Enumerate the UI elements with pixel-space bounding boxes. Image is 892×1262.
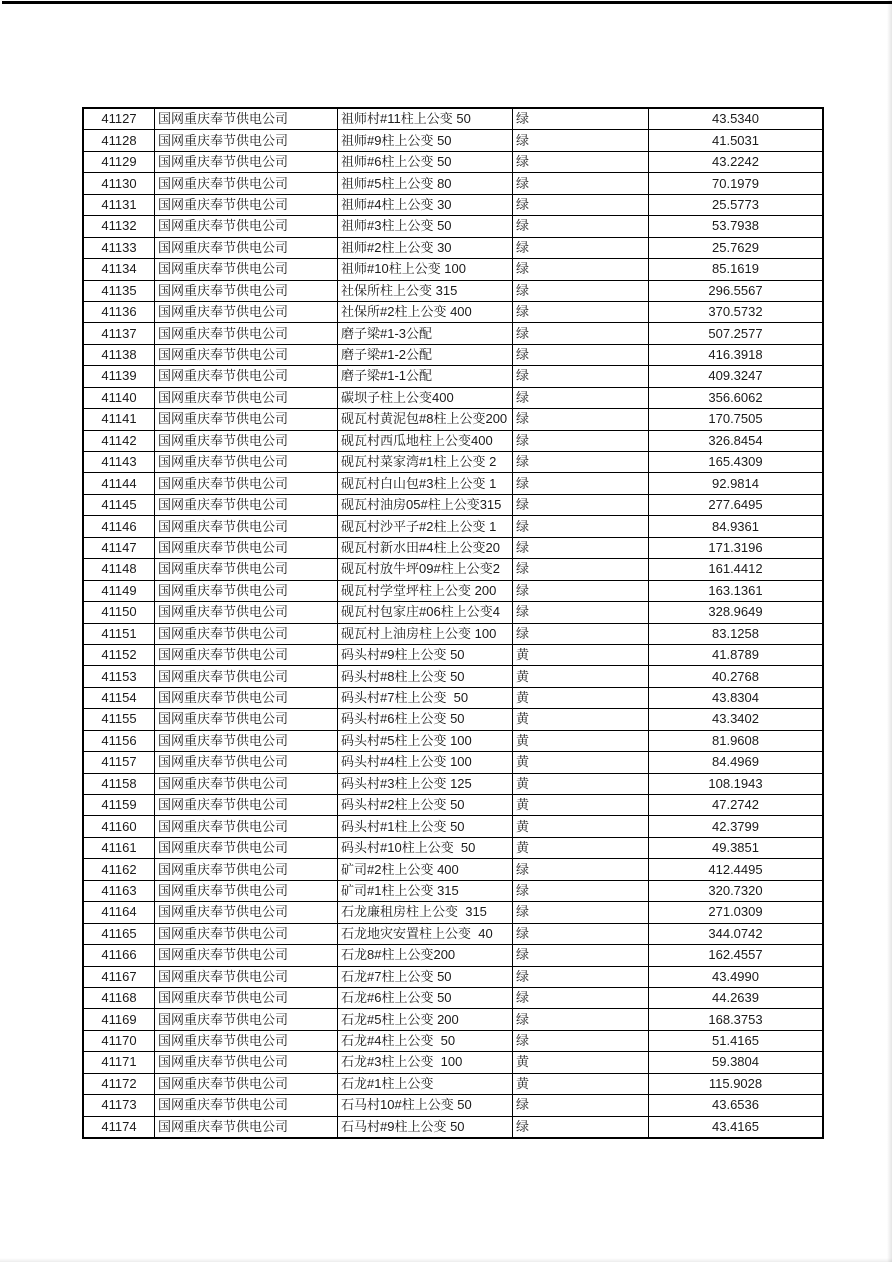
- row-id-cell: 41159: [83, 795, 155, 816]
- company-cell: 国网重庆奉节供电公司: [155, 173, 338, 194]
- value-cell: 356.6062: [649, 387, 824, 408]
- device-name-cell: 祖师#4柱上公变 30: [338, 194, 513, 215]
- device-name-cell: 砚瓦村西瓜地柱上公变400: [338, 430, 513, 451]
- row-id-cell: 41146: [83, 516, 155, 537]
- value-cell: 43.6536: [649, 1095, 824, 1116]
- row-id-cell: 41174: [83, 1116, 155, 1138]
- row-id-cell: 41172: [83, 1073, 155, 1094]
- value-cell: 296.5567: [649, 280, 824, 301]
- status-cell: 绿: [513, 623, 649, 644]
- value-cell: 271.0309: [649, 902, 824, 923]
- table-row: [83, 709, 823, 730]
- table-row: [83, 666, 823, 687]
- row-id-cell: 41128: [83, 130, 155, 151]
- table-row: [83, 494, 823, 515]
- table-row: [83, 859, 823, 880]
- table-row: [83, 773, 823, 794]
- device-name-cell: 码头村#4柱上公变 100: [338, 752, 513, 773]
- page-right-edge-shadow: [887, 0, 892, 1262]
- row-id-cell: 41152: [83, 644, 155, 665]
- device-name-cell: 码头村#7柱上公变 50: [338, 687, 513, 708]
- company-cell: 国网重庆奉节供电公司: [155, 966, 338, 987]
- company-cell: 国网重庆奉节供电公司: [155, 623, 338, 644]
- row-id-cell: 41132: [83, 216, 155, 237]
- status-cell: 绿: [513, 1095, 649, 1116]
- status-cell: 黄: [513, 730, 649, 751]
- table-row: [83, 880, 823, 901]
- device-name-cell: 社保所柱上公变 315: [338, 280, 513, 301]
- table-row: [83, 452, 823, 473]
- value-cell: 168.3753: [649, 1009, 824, 1030]
- value-cell: 43.4165: [649, 1116, 824, 1138]
- status-cell: 黄: [513, 687, 649, 708]
- table-row: [83, 987, 823, 1008]
- table-row: [83, 966, 823, 987]
- row-id-cell: 41165: [83, 923, 155, 944]
- value-cell: 171.3196: [649, 537, 824, 558]
- value-cell: 70.1979: [649, 173, 824, 194]
- company-cell: 国网重庆奉节供电公司: [155, 902, 338, 923]
- device-name-cell: 石马村#9柱上公变 50: [338, 1116, 513, 1138]
- status-cell: 绿: [513, 387, 649, 408]
- device-name-cell: 码头村#1柱上公变 50: [338, 816, 513, 837]
- status-cell: 黄: [513, 837, 649, 858]
- device-name-cell: 祖师#3柱上公变 50: [338, 216, 513, 237]
- status-cell: 绿: [513, 194, 649, 215]
- row-id-cell: 41153: [83, 666, 155, 687]
- device-name-cell: 石马村10#柱上公变 50: [338, 1095, 513, 1116]
- value-cell: 412.4495: [649, 859, 824, 880]
- row-id-cell: 41166: [83, 945, 155, 966]
- row-id-cell: 41156: [83, 730, 155, 751]
- row-id-cell: 41150: [83, 602, 155, 623]
- row-id-cell: 41162: [83, 859, 155, 880]
- value-cell: 49.3851: [649, 837, 824, 858]
- company-cell: 国网重庆奉节供电公司: [155, 1009, 338, 1030]
- device-name-cell: 祖师#10柱上公变 100: [338, 259, 513, 280]
- status-cell: 绿: [513, 301, 649, 322]
- company-cell: 国网重庆奉节供电公司: [155, 452, 338, 473]
- status-cell: 绿: [513, 945, 649, 966]
- row-id-cell: 41133: [83, 237, 155, 258]
- company-cell: 国网重庆奉节供电公司: [155, 709, 338, 730]
- device-name-cell: 祖师村#11柱上公变 50: [338, 108, 513, 130]
- company-cell: 国网重庆奉节供电公司: [155, 494, 338, 515]
- status-cell: 绿: [513, 602, 649, 623]
- company-cell: 国网重庆奉节供电公司: [155, 987, 338, 1008]
- company-cell: 国网重庆奉节供电公司: [155, 880, 338, 901]
- row-id-cell: 41145: [83, 494, 155, 515]
- value-cell: 165.4309: [649, 452, 824, 473]
- row-id-cell: 41151: [83, 623, 155, 644]
- value-cell: 326.8454: [649, 430, 824, 451]
- table-row: [83, 237, 823, 258]
- value-cell: 53.7938: [649, 216, 824, 237]
- row-id-cell: 41158: [83, 773, 155, 794]
- value-cell: 25.5773: [649, 194, 824, 215]
- value-cell: 163.1361: [649, 580, 824, 601]
- device-name-cell: 祖师#5柱上公变 80: [338, 173, 513, 194]
- value-cell: 44.2639: [649, 987, 824, 1008]
- table-row: [83, 816, 823, 837]
- value-cell: 51.4165: [649, 1030, 824, 1051]
- company-cell: 国网重庆奉节供电公司: [155, 108, 338, 130]
- table-row: [83, 259, 823, 280]
- transformer-table: [82, 107, 824, 1139]
- company-cell: 国网重庆奉节供电公司: [155, 280, 338, 301]
- device-name-cell: 石龙#1柱上公变: [338, 1073, 513, 1094]
- status-cell: 绿: [513, 452, 649, 473]
- table-row: [83, 795, 823, 816]
- row-id-cell: 41134: [83, 259, 155, 280]
- row-id-cell: 41170: [83, 1030, 155, 1051]
- device-name-cell: 砚瓦村沙平子#2柱上公变 1: [338, 516, 513, 537]
- company-cell: 国网重庆奉节供电公司: [155, 344, 338, 365]
- device-name-cell: 砚瓦村上油房柱上公变 100: [338, 623, 513, 644]
- device-name-cell: 砚瓦村新水田#4柱上公变20: [338, 537, 513, 558]
- status-cell: 黄: [513, 795, 649, 816]
- status-cell: 绿: [513, 987, 649, 1008]
- company-cell: 国网重庆奉节供电公司: [155, 1116, 338, 1138]
- row-id-cell: 41155: [83, 709, 155, 730]
- row-id-cell: 41138: [83, 344, 155, 365]
- row-id-cell: 41164: [83, 902, 155, 923]
- device-name-cell: 石龙8#柱上公变200: [338, 945, 513, 966]
- table-row: [83, 1116, 823, 1138]
- status-cell: 黄: [513, 816, 649, 837]
- row-id-cell: 41130: [83, 173, 155, 194]
- row-id-cell: 41139: [83, 366, 155, 387]
- status-cell: 绿: [513, 216, 649, 237]
- status-cell: 黄: [513, 752, 649, 773]
- company-cell: 国网重庆奉节供电公司: [155, 795, 338, 816]
- status-cell: 黄: [513, 773, 649, 794]
- company-cell: 国网重庆奉节供电公司: [155, 602, 338, 623]
- value-cell: 43.8304: [649, 687, 824, 708]
- status-cell: 绿: [513, 559, 649, 580]
- row-id-cell: 41144: [83, 473, 155, 494]
- value-cell: 42.3799: [649, 816, 824, 837]
- company-cell: 国网重庆奉节供电公司: [155, 687, 338, 708]
- status-cell: 黄: [513, 1073, 649, 1094]
- company-cell: 国网重庆奉节供电公司: [155, 216, 338, 237]
- company-cell: 国网重庆奉节供电公司: [155, 644, 338, 665]
- device-name-cell: 磨子梁#1-3公配: [338, 323, 513, 344]
- company-cell: 国网重庆奉节供电公司: [155, 130, 338, 151]
- company-cell: 国网重庆奉节供电公司: [155, 859, 338, 880]
- company-cell: 国网重庆奉节供电公司: [155, 580, 338, 601]
- row-id-cell: 41157: [83, 752, 155, 773]
- company-cell: 国网重庆奉节供电公司: [155, 1052, 338, 1073]
- status-cell: 绿: [513, 1009, 649, 1030]
- status-cell: 黄: [513, 666, 649, 687]
- table-row: [83, 687, 823, 708]
- device-name-cell: 祖师#9柱上公变 50: [338, 130, 513, 151]
- table-row: [83, 108, 823, 130]
- value-cell: 25.7629: [649, 237, 824, 258]
- device-name-cell: 磨子梁#1-1公配: [338, 366, 513, 387]
- status-cell: 绿: [513, 280, 649, 301]
- table-region: [82, 107, 824, 1139]
- company-cell: 国网重庆奉节供电公司: [155, 366, 338, 387]
- row-id-cell: 41137: [83, 323, 155, 344]
- company-cell: 国网重庆奉节供电公司: [155, 194, 338, 215]
- device-name-cell: 石龙#4柱上公变 50: [338, 1030, 513, 1051]
- row-id-cell: 41149: [83, 580, 155, 601]
- company-cell: 国网重庆奉节供电公司: [155, 837, 338, 858]
- company-cell: 国网重庆奉节供电公司: [155, 1095, 338, 1116]
- row-id-cell: 41148: [83, 559, 155, 580]
- device-name-cell: 石龙地灾安置柱上公变 40: [338, 923, 513, 944]
- table-row: [83, 923, 823, 944]
- device-name-cell: 码头村#8柱上公变 50: [338, 666, 513, 687]
- company-cell: 国网重庆奉节供电公司: [155, 237, 338, 258]
- status-cell: 黄: [513, 644, 649, 665]
- status-cell: 绿: [513, 173, 649, 194]
- value-cell: 40.2768: [649, 666, 824, 687]
- table-row: [83, 366, 823, 387]
- company-cell: 国网重庆奉节供电公司: [155, 323, 338, 344]
- status-cell: 绿: [513, 409, 649, 430]
- row-id-cell: 41127: [83, 108, 155, 130]
- device-name-cell: 石龙#6柱上公变 50: [338, 987, 513, 1008]
- device-name-cell: 石龙#5柱上公变 200: [338, 1009, 513, 1030]
- row-id-cell: 41161: [83, 837, 155, 858]
- status-cell: 绿: [513, 494, 649, 515]
- value-cell: 47.2742: [649, 795, 824, 816]
- device-name-cell: 码头村#10柱上公变 50: [338, 837, 513, 858]
- status-cell: 绿: [513, 859, 649, 880]
- value-cell: 416.3918: [649, 344, 824, 365]
- value-cell: 43.3402: [649, 709, 824, 730]
- table-row: [83, 280, 823, 301]
- row-id-cell: 41171: [83, 1052, 155, 1073]
- company-cell: 国网重庆奉节供电公司: [155, 537, 338, 558]
- row-id-cell: 41160: [83, 816, 155, 837]
- status-cell: 绿: [513, 923, 649, 944]
- status-cell: 绿: [513, 323, 649, 344]
- value-cell: 277.6495: [649, 494, 824, 515]
- row-id-cell: 41131: [83, 194, 155, 215]
- page-top-rule: [2, 1, 892, 4]
- value-cell: 84.9361: [649, 516, 824, 537]
- table-row: [83, 1095, 823, 1116]
- company-cell: 国网重庆奉节供电公司: [155, 816, 338, 837]
- table-row: [83, 151, 823, 172]
- device-name-cell: 码头村#3柱上公变 125: [338, 773, 513, 794]
- row-id-cell: 41169: [83, 1009, 155, 1030]
- value-cell: 92.9814: [649, 473, 824, 494]
- device-name-cell: 码头村#5柱上公变 100: [338, 730, 513, 751]
- table-row: [83, 902, 823, 923]
- table-row: [83, 409, 823, 430]
- device-name-cell: 磨子梁#1-2公配: [338, 344, 513, 365]
- company-cell: 国网重庆奉节供电公司: [155, 773, 338, 794]
- device-name-cell: 砚瓦村油房05#柱上公变315: [338, 494, 513, 515]
- table-row: [83, 194, 823, 215]
- value-cell: 170.7505: [649, 409, 824, 430]
- device-name-cell: 砚瓦村菜家湾#1柱上公变 2: [338, 452, 513, 473]
- status-cell: 绿: [513, 344, 649, 365]
- value-cell: 41.8789: [649, 644, 824, 665]
- table-row: [83, 1052, 823, 1073]
- value-cell: 41.5031: [649, 130, 824, 151]
- device-name-cell: 社保所#2柱上公变 400: [338, 301, 513, 322]
- status-cell: 黄: [513, 709, 649, 730]
- table-row: [83, 644, 823, 665]
- company-cell: 国网重庆奉节供电公司: [155, 1073, 338, 1094]
- value-cell: 85.1619: [649, 259, 824, 280]
- row-id-cell: 41136: [83, 301, 155, 322]
- table-row: [83, 387, 823, 408]
- status-cell: 绿: [513, 130, 649, 151]
- table-row: [83, 945, 823, 966]
- status-cell: 绿: [513, 108, 649, 130]
- value-cell: 161.4412: [649, 559, 824, 580]
- device-name-cell: 码头村#2柱上公变 50: [338, 795, 513, 816]
- device-name-cell: 矿司#2柱上公变 400: [338, 859, 513, 880]
- row-id-cell: 41141: [83, 409, 155, 430]
- status-cell: 绿: [513, 880, 649, 901]
- table-row: [83, 216, 823, 237]
- row-id-cell: 41163: [83, 880, 155, 901]
- company-cell: 国网重庆奉节供电公司: [155, 387, 338, 408]
- status-cell: 绿: [513, 902, 649, 923]
- value-cell: 344.0742: [649, 923, 824, 944]
- company-cell: 国网重庆奉节供电公司: [155, 430, 338, 451]
- company-cell: 国网重庆奉节供电公司: [155, 301, 338, 322]
- value-cell: 83.1258: [649, 623, 824, 644]
- value-cell: 43.2242: [649, 151, 824, 172]
- status-cell: 绿: [513, 151, 649, 172]
- status-cell: 绿: [513, 516, 649, 537]
- value-cell: 162.4557: [649, 945, 824, 966]
- status-cell: 黄: [513, 1052, 649, 1073]
- value-cell: 115.9028: [649, 1073, 824, 1094]
- company-cell: 国网重庆奉节供电公司: [155, 752, 338, 773]
- value-cell: 43.5340: [649, 108, 824, 130]
- value-cell: 328.9649: [649, 602, 824, 623]
- value-cell: 84.4969: [649, 752, 824, 773]
- page-bottom-edge-shadow: [0, 1258, 892, 1262]
- row-id-cell: 41173: [83, 1095, 155, 1116]
- table-row: [83, 559, 823, 580]
- table-row: [83, 1073, 823, 1094]
- table-body: [83, 108, 823, 1138]
- value-cell: 320.7320: [649, 880, 824, 901]
- status-cell: 绿: [513, 1116, 649, 1138]
- table-row: [83, 130, 823, 151]
- status-cell: 绿: [513, 1030, 649, 1051]
- device-name-cell: 祖师#2柱上公变 30: [338, 237, 513, 258]
- device-name-cell: 石龙#3柱上公变 100: [338, 1052, 513, 1073]
- table-row: [83, 752, 823, 773]
- row-id-cell: 41167: [83, 966, 155, 987]
- status-cell: 绿: [513, 366, 649, 387]
- company-cell: 国网重庆奉节供电公司: [155, 559, 338, 580]
- row-id-cell: 41142: [83, 430, 155, 451]
- row-id-cell: 41129: [83, 151, 155, 172]
- company-cell: 国网重庆奉节供电公司: [155, 409, 338, 430]
- table-row: [83, 580, 823, 601]
- company-cell: 国网重庆奉节供电公司: [155, 151, 338, 172]
- row-id-cell: 41140: [83, 387, 155, 408]
- company-cell: 国网重庆奉节供电公司: [155, 473, 338, 494]
- company-cell: 国网重庆奉节供电公司: [155, 516, 338, 537]
- table-row: [83, 344, 823, 365]
- device-name-cell: 码头村#9柱上公变 50: [338, 644, 513, 665]
- device-name-cell: 砚瓦村包家庄#06柱上公变4: [338, 602, 513, 623]
- status-cell: 绿: [513, 259, 649, 280]
- company-cell: 国网重庆奉节供电公司: [155, 923, 338, 944]
- table-row: [83, 623, 823, 644]
- table-row: [83, 173, 823, 194]
- table-row: [83, 516, 823, 537]
- table-row: [83, 473, 823, 494]
- row-id-cell: 41168: [83, 987, 155, 1008]
- table-row: [83, 537, 823, 558]
- company-cell: 国网重庆奉节供电公司: [155, 945, 338, 966]
- value-cell: 43.4990: [649, 966, 824, 987]
- device-name-cell: 砚瓦村白山包#3柱上公变 1: [338, 473, 513, 494]
- device-name-cell: 石龙#7柱上公变 50: [338, 966, 513, 987]
- company-cell: 国网重庆奉节供电公司: [155, 666, 338, 687]
- value-cell: 59.3804: [649, 1052, 824, 1073]
- table-row: [83, 837, 823, 858]
- company-cell: 国网重庆奉节供电公司: [155, 730, 338, 751]
- row-id-cell: 41147: [83, 537, 155, 558]
- device-name-cell: 矿司#1柱上公变 315: [338, 880, 513, 901]
- status-cell: 绿: [513, 537, 649, 558]
- device-name-cell: 砚瓦村放牛坪09#柱上公变2: [338, 559, 513, 580]
- table-row: [83, 301, 823, 322]
- value-cell: 370.5732: [649, 301, 824, 322]
- device-name-cell: 码头村#6柱上公变 50: [338, 709, 513, 730]
- row-id-cell: 41135: [83, 280, 155, 301]
- row-id-cell: 41143: [83, 452, 155, 473]
- device-name-cell: 砚瓦村黄泥包#8柱上公变200: [338, 409, 513, 430]
- table-row: [83, 730, 823, 751]
- status-cell: 绿: [513, 473, 649, 494]
- company-cell: 国网重庆奉节供电公司: [155, 259, 338, 280]
- table-row: [83, 323, 823, 344]
- device-name-cell: 祖师#6柱上公变 50: [338, 151, 513, 172]
- status-cell: 绿: [513, 580, 649, 601]
- device-name-cell: 石龙廉租房柱上公变 315: [338, 902, 513, 923]
- table-row: [83, 430, 823, 451]
- table-row: [83, 602, 823, 623]
- table-row: [83, 1009, 823, 1030]
- row-id-cell: 41154: [83, 687, 155, 708]
- device-name-cell: 碳坝子柱上公变400: [338, 387, 513, 408]
- device-name-cell: 砚瓦村学堂坪柱上公变 200: [338, 580, 513, 601]
- value-cell: 81.9608: [649, 730, 824, 751]
- status-cell: 绿: [513, 237, 649, 258]
- value-cell: 108.1943: [649, 773, 824, 794]
- value-cell: 409.3247: [649, 366, 824, 387]
- status-cell: 绿: [513, 966, 649, 987]
- table-row: [83, 1030, 823, 1051]
- status-cell: 绿: [513, 430, 649, 451]
- company-cell: 国网重庆奉节供电公司: [155, 1030, 338, 1051]
- value-cell: 507.2577: [649, 323, 824, 344]
